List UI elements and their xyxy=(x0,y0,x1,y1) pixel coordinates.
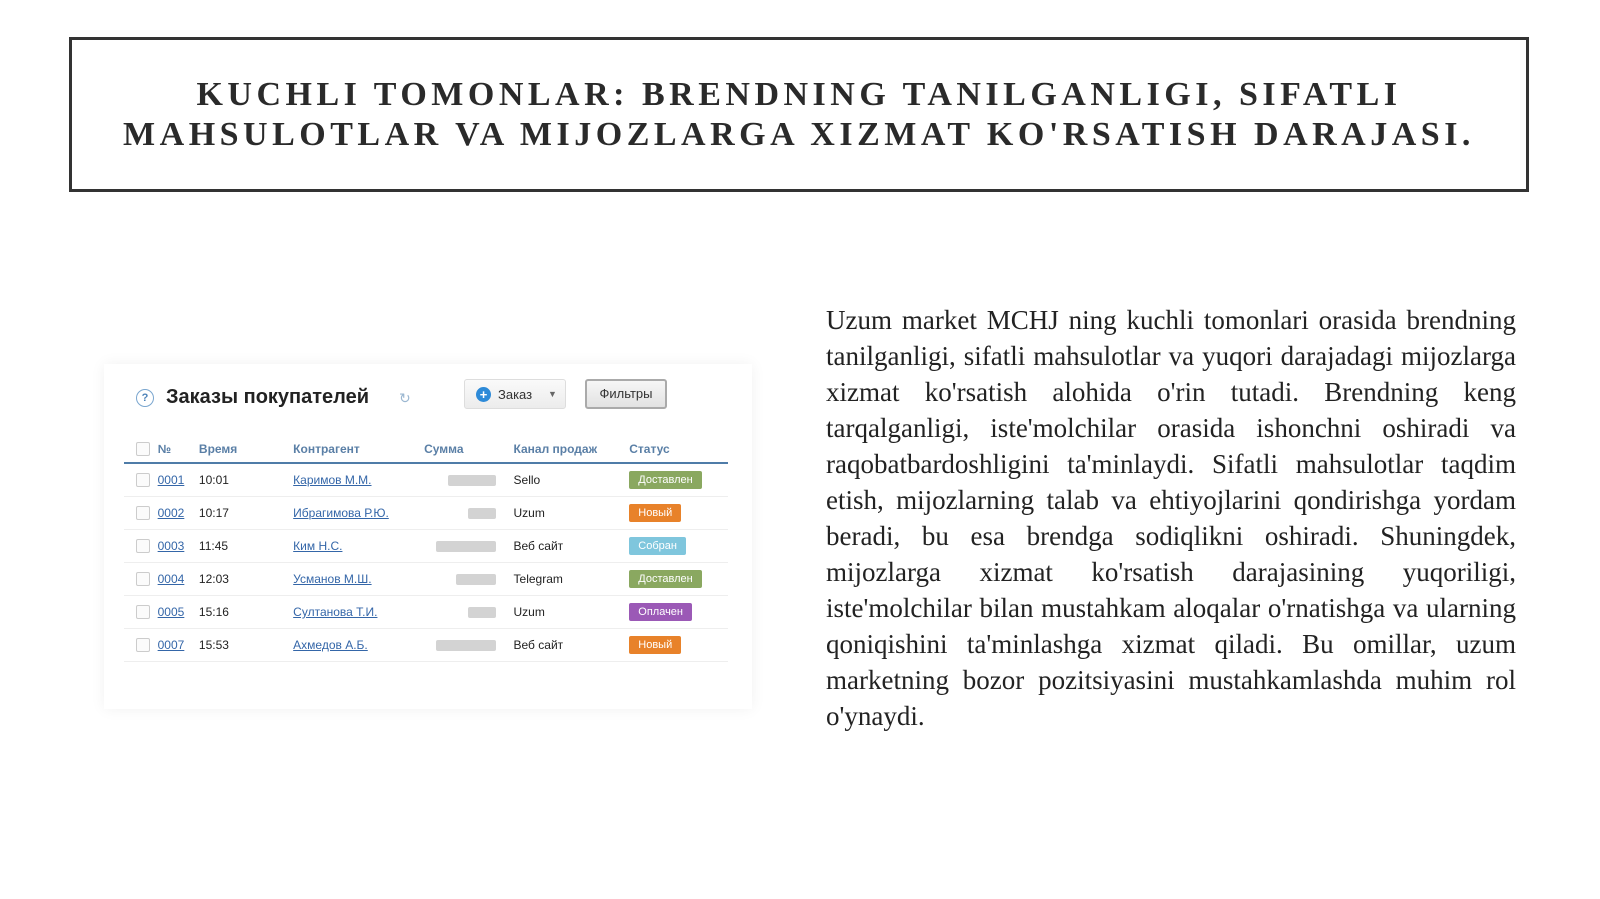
slide-title: KUCHLI TOMONLAR: BRENDNING TANILGANLIGI, SIFATLI MAHSULOTLAR VA MIJOZLARGA XIZMAT KO'RSATISH DARAJASI. xyxy=(123,75,1475,153)
add-order-label: Заказ xyxy=(498,387,533,402)
order-number-link[interactable]: 0001 xyxy=(157,473,185,487)
sales-channel: Telegram xyxy=(496,563,630,596)
sales-channel: Uzum xyxy=(496,497,630,530)
order-sum-redacted xyxy=(436,640,496,651)
column-time[interactable]: Время xyxy=(199,436,293,463)
order-time: 10:01 xyxy=(199,463,293,497)
refresh-icon[interactable]: ↻ xyxy=(399,390,411,406)
client-cell xyxy=(293,463,424,497)
select-all-checkbox[interactable] xyxy=(136,442,150,456)
status-badge: Доставлен xyxy=(629,570,701,588)
order-number-cell xyxy=(158,530,199,563)
order-number-cell xyxy=(158,563,199,596)
client-link[interactable]: Султанова Т.И. xyxy=(293,605,378,619)
row-checkbox[interactable] xyxy=(136,638,150,652)
sales-channel: Веб сайт xyxy=(496,629,630,662)
order-number-cell xyxy=(158,629,199,662)
add-order-button[interactable] xyxy=(464,379,566,409)
status-badge: Доставлен xyxy=(629,471,701,489)
client-link[interactable]: Ибрагимова Р.Ю. xyxy=(293,506,389,520)
orders-title: Заказы покупателей xyxy=(166,386,370,408)
column-status[interactable]: Статус xyxy=(629,436,728,463)
status-cell xyxy=(629,596,728,629)
chevron-down-icon: ▼ xyxy=(548,389,557,399)
row-checkbox[interactable] xyxy=(136,506,150,520)
client-cell xyxy=(293,563,424,596)
client-cell xyxy=(293,530,424,563)
client-link[interactable]: Усманов М.Ш. xyxy=(293,572,372,586)
table-row[interactable] xyxy=(124,463,728,497)
row-checkbox[interactable] xyxy=(136,539,150,553)
order-sum-cell xyxy=(424,629,495,662)
order-time: 15:16 xyxy=(199,596,293,629)
client-cell xyxy=(293,497,424,530)
order-sum-redacted xyxy=(448,475,496,486)
order-number-link[interactable]: 0004 xyxy=(157,572,185,586)
row-select-cell xyxy=(124,563,158,596)
order-time: 12:03 xyxy=(199,563,293,596)
status-badge: Собран xyxy=(629,537,686,555)
column-number[interactable]: № xyxy=(158,436,199,463)
status-cell xyxy=(629,463,728,497)
order-time: 10:17 xyxy=(199,497,293,530)
status-cell xyxy=(629,563,728,596)
row-select-cell xyxy=(124,530,158,563)
row-checkbox[interactable] xyxy=(136,605,150,619)
order-sum-cell xyxy=(424,563,495,596)
row-checkbox[interactable] xyxy=(136,473,150,487)
table-row[interactable] xyxy=(124,497,728,530)
order-time: 11:45 xyxy=(199,530,293,563)
status-badge: Новый xyxy=(629,636,681,654)
select-all-cell xyxy=(124,436,158,463)
status-badge: Новый xyxy=(629,504,681,522)
filters-button[interactable]: Фильтры xyxy=(585,379,667,409)
table-row[interactable] xyxy=(124,629,728,662)
column-sum[interactable]: Сумма xyxy=(424,436,495,463)
sales-channel: Sello xyxy=(496,463,630,497)
orders-table xyxy=(124,436,728,662)
order-number-link[interactable]: 0005 xyxy=(157,605,185,619)
slide-title-box xyxy=(69,37,1529,192)
order-sum-cell xyxy=(424,497,495,530)
order-sum-cell xyxy=(424,596,495,629)
order-sum-redacted xyxy=(468,607,496,618)
order-sum-redacted xyxy=(436,541,496,552)
row-select-cell xyxy=(124,463,158,497)
order-time: 15:53 xyxy=(199,629,293,662)
plus-icon: + xyxy=(476,387,491,402)
order-number-cell xyxy=(158,497,199,530)
order-number-cell xyxy=(158,463,199,497)
table-row[interactable] xyxy=(124,530,728,563)
column-client[interactable]: Контрагент xyxy=(293,436,424,463)
row-select-cell xyxy=(124,596,158,629)
client-cell xyxy=(293,629,424,662)
sales-channel: Uzum xyxy=(496,596,630,629)
column-channel[interactable]: Канал продаж xyxy=(496,436,630,463)
row-checkbox[interactable] xyxy=(136,572,150,586)
status-badge: Оплачен xyxy=(629,603,692,621)
order-number-link[interactable]: 0007 xyxy=(157,638,185,652)
orders-screenshot-panel xyxy=(104,364,752,709)
client-link[interactable]: Ким Н.С. xyxy=(293,539,343,553)
order-number-link[interactable]: 0003 xyxy=(157,539,185,553)
row-select-cell xyxy=(124,629,158,662)
client-cell xyxy=(293,596,424,629)
order-sum-cell xyxy=(424,463,495,497)
client-link[interactable]: Ахмедов А.Б. xyxy=(293,638,368,652)
order-sum-redacted xyxy=(456,574,496,585)
row-select-cell xyxy=(124,497,158,530)
slide-body-text: Uzum market MCHJ ning kuchli tomonlari orasida brendning tanilganligi, sifatli mahsulotlar va yuqori darajadagi mijozlarga xizmat ko'rsatish alohida o'rin tutadi. Brendning keng tarqalganligi, iste'molchilar orasida ishonchni oshiradi va raqobatbardoshligini ta'minlaydi. Sifatli mahsulotlar taqdim etish, mijozlarning talab va ehtiyojlarini qondirishga yordam beradi, bu esa brendga sodiqlikni oshiradi. Shuningdek, mijozlarga xizmat ko'rsatish darajasining yuqoriligi, iste'molchilar bilan mustahkam aloqalar o'rnatishga va ularning qoniqishini ta'minlashga xizmat qiladi. Bu omillar, uzum marketning bozor pozitsiyasini mustahkamlashda muhim rol o'ynaydi. xyxy=(826,305,1516,731)
order-number-link[interactable]: 0002 xyxy=(157,506,185,520)
status-cell xyxy=(629,497,728,530)
client-link[interactable]: Каримов М.М. xyxy=(293,473,372,487)
orders-header xyxy=(104,364,752,434)
orders-table-header xyxy=(124,436,728,463)
sales-channel: Веб сайт xyxy=(496,530,630,563)
help-icon[interactable]: ? xyxy=(136,389,154,407)
order-sum-redacted xyxy=(468,508,496,519)
orders-table-body xyxy=(124,463,728,662)
table-row[interactable] xyxy=(124,563,728,596)
status-cell xyxy=(629,530,728,563)
table-row[interactable] xyxy=(124,596,728,629)
status-cell xyxy=(629,629,728,662)
order-sum-cell xyxy=(424,530,495,563)
order-number-cell xyxy=(158,596,199,629)
